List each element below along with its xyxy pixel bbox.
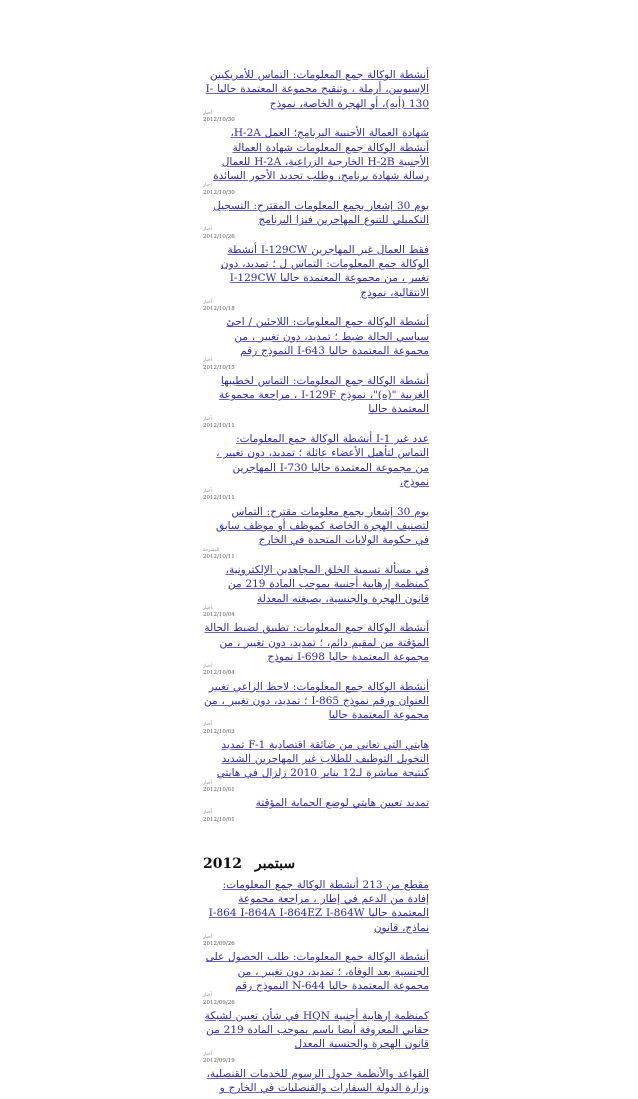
entry-date: 2012/10/26: [203, 233, 235, 240]
entry-meta: [203, 227, 429, 239]
entry-date: 2012/10/11: [203, 422, 235, 429]
entries-october: [203, 68, 429, 823]
list-item: [203, 1067, 429, 1096]
entry-tag: أخبار: [203, 489, 212, 495]
entry-title-link[interactable]: القواعد والأنظمة جدول الرسوم للخدمات القنصلية، وزارة الدولة السفارات والقنصليات في الخارج و: [206, 1068, 429, 1095]
entry-tag: المقترحة: [203, 547, 220, 553]
entry-meta: [203, 993, 429, 1005]
entry-meta: [203, 722, 429, 734]
entry-date: 2012/10/15: [203, 364, 235, 371]
entry-meta: [203, 111, 429, 123]
entry-tag: أخبار: [203, 993, 212, 999]
entry-tag: أخبار: [203, 358, 212, 364]
entry-tag: أخبار: [203, 810, 212, 816]
entry-tag: أخبار: [203, 605, 212, 611]
entry-date: 2012/10/04: [203, 670, 235, 677]
list-item: [203, 796, 429, 823]
entry-date: 2012/10/30: [203, 117, 235, 124]
entry-tag: أخبار: [203, 183, 212, 189]
entry-date: 2012/10/01: [203, 816, 235, 823]
entry-meta: [203, 1052, 429, 1064]
entry-meta: [203, 489, 429, 501]
entries-september: [203, 878, 429, 1096]
entry-date: 2012/09/26: [203, 999, 235, 1006]
entry-date: 2012/10/11: [203, 553, 235, 560]
entry-tag: أخبار: [203, 300, 212, 306]
month-heading: [203, 856, 429, 872]
entry-title-link[interactable]: يوم 30 إشعار بجمع المعلومات المقترح: التسجيل التكميلي للتنوع المهاجرين فيزا البرنامج: [213, 199, 429, 227]
entry-meta: [203, 606, 429, 618]
list-item: [203, 950, 429, 1005]
entry-title-link[interactable]: كمنظمة إرهابية أجنبية HQN في شأن تعيين لشبكة حقاني المعروفة أيضا باسم بموجب المادة 219 من قانون الهجرة والجنسية المعدل: [204, 1009, 429, 1051]
month-name: سبتمبر: [254, 855, 296, 872]
entry-date: 2012/10/11: [203, 495, 235, 502]
entry-tag: أخبار: [203, 780, 212, 786]
entry-tag: أخبار: [203, 935, 212, 941]
entry-meta: [203, 300, 429, 312]
entry-meta: [203, 664, 429, 676]
list-item: [203, 243, 429, 313]
list-item: [203, 199, 429, 240]
entry-title-link[interactable]: أنشطة الوكالة جمع المعلومات: لاحظ الراعي تغيير العنوان ورقم نموذج I-865 ؛ تمديد، دون تغيير ، من مجموعة المعتمدة حاليا: [204, 680, 429, 722]
list-item: [203, 505, 429, 560]
entry-title-link[interactable]: تمديد تعيين هايتي لوضع الحماية المؤقتة: [255, 797, 429, 810]
entry-title-link[interactable]: فقط العمال غير المهاجرين I-129CW أنشطة الوكالة جمع المعلومات: التماس ل ؛ تمديد، دون تغيير ، من مجموعة المعتمدة حاليا I-129CW الانتقالية، نموذج: [220, 243, 429, 299]
entry-tag: أخبار: [203, 664, 212, 670]
list-item: [203, 1009, 429, 1064]
entry-title-link[interactable]: مقطع من 213 أنشطة الوكالة جمع المعلومات: إفادة من الدعم في إطار ، مراجعة مجموعة المعتمدة حاليا I-864 I-864A I-864EZ I-864W نماذج، قانون: [208, 878, 429, 934]
entry-title-link[interactable]: شهادة العمالة الأجنبية البرنامج؛ العمل H-2A، أنشطة الوكالة جمع المعلومات شهادة العمالة الأجنبية H-2B الخارجية الزراعية، H-2A للعمال رسالة شهادة برنامج، وطلب تحديد الأجور السائدة: [213, 127, 429, 183]
entry-title-link[interactable]: أنشطة الوكالة جمع المعلومات: اللاجئين / اجئ سياسي الحالة ضبط ؛ تمديد، دون تغيير ، من مجموعة المعتمدة حاليا I-643 النموذج رقم: [226, 316, 429, 358]
entry-meta: [203, 548, 429, 560]
list-item: [203, 374, 429, 429]
news-archive-list: [203, 68, 429, 1099]
entry-meta: [203, 935, 429, 947]
entry-title-link[interactable]: أنشطة الوكالة جمع المعلومات: تطبيق لضبط الحالة المؤقتة من لمقيم دائم، ؛ تمديد، دون تغيير ، من مجموعة المعتمدة حاليا I-698 نموذج: [204, 622, 429, 663]
entry-meta: [203, 358, 429, 370]
list-item: [203, 738, 429, 793]
entry-title-link[interactable]: أنشطة الوكالة جمع المعلومات: التماس للأمريكيين الإسبويين، أرملة ، وتنقيح مجموعة المعتمدة حاليا I-130 (أبه)، أو الهجرة الخاصة، نموذج: [205, 69, 429, 110]
entry-title-link[interactable]: هايتي التي تعاني من ضائقة اقتصادية F-1 تمديد التخويل التوظيف للطلاب غير المهاجرين الشديد كنتيجة مباشرة لـ12 يناير 2010 زلزال في هايتي: [216, 738, 429, 780]
list-item: [203, 315, 429, 370]
list-item: [203, 563, 429, 618]
list-item: [203, 126, 429, 196]
entry-title-link[interactable]: عدد غير I-1 أنشطة الوكالة جمع المعلومات: التماس لتأهيل الأعضاء عائلة ؛ تمديد، دون تغيير ، من مجموعة المعتمدة حاليا I-730 المهاجرين نموذج،: [216, 433, 429, 488]
entry-title-link[interactable]: أنشطة الوكالة جمع المعلومات: التماس لخطيبها الغربية "(ه)"، نموذج I-129F ، مراجعة مجموعة المعتمدة حاليا: [218, 374, 429, 416]
entry-date: 2012/10/03: [203, 728, 235, 735]
entry-date: 2012/10/30: [203, 189, 235, 196]
entry-date: 2012/09/26: [203, 941, 235, 948]
entry-date: 2012/10/18: [203, 306, 235, 313]
entry-meta: [203, 810, 429, 822]
entry-date: 2012/09/19: [203, 1057, 235, 1064]
list-item: [203, 621, 429, 676]
list-item: [203, 878, 429, 948]
list-item: [203, 68, 429, 123]
entry-tag: أخبار: [203, 722, 212, 728]
entry-date: 2012/10/04: [203, 612, 235, 619]
entry-tag: أخبار: [203, 227, 212, 233]
list-item: [203, 432, 429, 502]
entry-title-link[interactable]: يوم 30 إشعار بجمع معلومات مقترح: التماس لتصنيف الهجرة الخاصة كموظف أو موظف سابق في حكومة الولايات المتحدة في الخارج: [215, 505, 429, 547]
entry-date: 2012/10/01: [203, 786, 235, 793]
entry-tag: أخبار: [203, 110, 212, 116]
entry-meta: [203, 417, 429, 429]
entry-title-link[interactable]: أنشطة الوكالة جمع المعلومات: طلب الحصول على الجنسية بعد الوفاة، ؛ تمديد، دون تغيير ، من مجموعة المعتمدة حاليا N-644 النموذج رقم: [205, 951, 429, 993]
entry-tag: أخبار: [203, 1051, 212, 1057]
entry-meta: [203, 781, 429, 793]
entry-meta: [203, 183, 429, 195]
entry-tag: أخبار: [203, 416, 212, 422]
entry-title-link[interactable]: في مسألة تسمية الخلق المجاهدين الإلكترونية، كمنظمة إرهابية أجنبية بموجب المادة 219 من قانون الهجرة والجنسية، بصيغته المعدلة: [225, 563, 429, 605]
list-item: [203, 680, 429, 735]
month-year: 2012: [203, 855, 242, 872]
